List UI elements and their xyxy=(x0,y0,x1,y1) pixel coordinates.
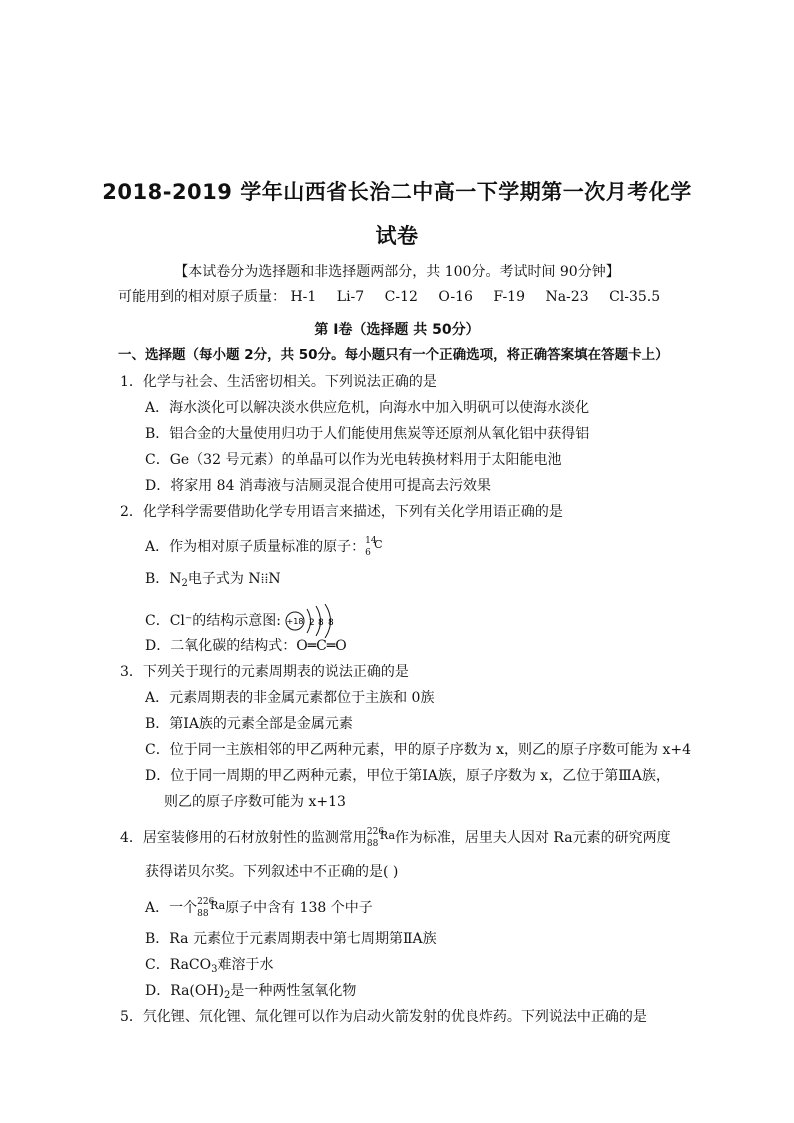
q1-option-c: C．Ge（32 号元素）的单晶可以作为光电转换材料用于太阳能电池 xyxy=(145,452,562,468)
q4-option-a-post: 原子中含有 138 个中子 xyxy=(225,900,373,916)
isotope-mass-number: 14 xyxy=(365,536,377,546)
q1-stem: 1．化学与社会、生活密切相关。下列说法正确的是 xyxy=(120,374,437,390)
q4-option-d xyxy=(145,981,356,1006)
isotope-element: Ra xyxy=(210,899,226,912)
chloride-ion-structure-diagram xyxy=(285,604,343,638)
q4-option-d-post: 是一种两性氢氧化物 xyxy=(230,983,357,999)
q2-stem: 2．化学科学需要借助化学专用语言来描述，下列有关化学用语正确的是 xyxy=(120,504,563,520)
mass-cl: Cl-35.5 xyxy=(609,289,661,305)
mass-h: H-1 xyxy=(290,289,317,305)
q4-option-a xyxy=(145,898,373,918)
q4-stem-pre: 4．居室装修用的石材放射性的监测常用 xyxy=(120,830,367,846)
atomic-masses-label: 可能用到的相对原子质量： xyxy=(118,289,286,305)
q4-option-c-post: 难溶于水 xyxy=(217,957,274,973)
mass-li: Li-7 xyxy=(336,289,365,305)
q2-option-a-text: A．作为相对原子质量标准的原子： xyxy=(145,539,366,555)
isotope-atomic-number: 88 xyxy=(197,909,209,919)
shell-3-count: 8 xyxy=(328,618,335,628)
q3-option-c: C．位于同一主族相邻的甲乙两种元素，甲的原子序数为 x，则乙的原子序数可能为 x+4 xyxy=(145,742,692,758)
mass-f: F-19 xyxy=(493,289,525,305)
exam-title-line2: 试卷 xyxy=(375,224,419,248)
q4-option-a-pre: A．一个 xyxy=(145,900,198,916)
isotope-mass-number: 226 xyxy=(197,897,215,907)
shell-1-count: 2 xyxy=(309,618,316,628)
q2-option-c-text: C．Cl⁻的结构示意图: xyxy=(145,613,282,629)
isotope-atomic-number: 88 xyxy=(366,839,379,849)
q1-option-d: D．将家用 84 消毒液与洁厕灵混合使用可提高去污效果 xyxy=(145,478,491,494)
q4-option-c xyxy=(145,955,274,980)
isotope-mass-number: 226 xyxy=(366,827,385,837)
q1-option-a: A．海水淡化可以解决淡水供应危机，向海水中加入明矾可以使海水淡化 xyxy=(145,400,590,416)
q2-option-c xyxy=(145,604,343,638)
q2-option-b-subscript: 2 xyxy=(181,578,188,589)
nucleus-charge: +18 xyxy=(287,617,304,626)
q4-option-b: B．Ra 元素位于元素周期表中第七周期第ⅡA族 xyxy=(145,931,437,947)
n2-electron-formula: N⁞⁞N xyxy=(248,571,281,587)
q2-option-b-prefix: B．N xyxy=(145,571,182,587)
exam-note: 【本试卷分为选择题和非选择题两部分，共 100分。考试时间 90分钟】 xyxy=(174,264,620,280)
q2-option-a xyxy=(145,537,387,557)
isotope-atomic-number: 6 xyxy=(365,548,371,558)
mass-na: Na-23 xyxy=(545,289,589,305)
q2-option-d: D．二氧化碳的结构式：O═C═O xyxy=(145,638,347,654)
isotope-element: C xyxy=(374,538,383,551)
volume-heading: 第 Ⅰ卷（选择题 共 50分） xyxy=(314,322,480,338)
mass-o: O-16 xyxy=(438,289,473,305)
q2-option-b-text: 电子式为 xyxy=(187,571,249,587)
q3-stem: 3．下列关于现行的元素周期表的说法正确的是 xyxy=(120,664,409,680)
carbon-isotope-symbol xyxy=(365,537,387,557)
q2-option-b xyxy=(145,569,281,594)
section-heading: 一、选择题（每小题 2分，共 50分。每小题只有一个正确选项，将正确答案填在答题卡上） xyxy=(118,347,669,363)
shell-2-count: 8 xyxy=(318,618,325,628)
q3-option-b: B．第ⅠA族的元素全部是金属元素 xyxy=(145,716,353,732)
q4-option-c-subscript: 3 xyxy=(211,964,218,975)
q3-option-d-line1: D．位于同一周期的甲乙两种元素，甲位于第ⅠA族，原子序数为 x，乙位于第ⅢA族， xyxy=(145,768,670,784)
q3-option-d-line2: 则乙的原子序数可能为 x+13 xyxy=(164,794,346,810)
q4-stem-line2: 获得诺贝尔奖。下列叙述中不正确的是( ) xyxy=(145,864,399,880)
q4-option-d-pre: D．Ra(OH) xyxy=(145,983,225,999)
q5-stem: 5．氕化锂、氘化锂、氚化锂可以作为启动火箭发射的优良炸药。下列说法中正确的是 xyxy=(120,1009,647,1025)
isotope-element: Ra xyxy=(379,829,395,842)
q4-option-c-pre: C．RaCO xyxy=(145,957,212,973)
q4-stem-post: 作为标准，居里夫人因对 Ra元素的研究两度 xyxy=(394,830,671,846)
q1-option-b: B．铝合金的大量使用归功于人们能使用焦炭等还原剂从氧化铝中获得铝 xyxy=(145,426,590,442)
radium-isotope-symbol-a xyxy=(197,898,225,918)
radium-isotope-symbol xyxy=(367,828,395,848)
q4-stem-line1 xyxy=(120,828,671,848)
q3-option-a: A．元素周期表的非金属元素都位于主族和 0族 xyxy=(145,690,435,706)
q4-option-d-subscript: 2 xyxy=(224,990,231,1001)
mass-c: C-12 xyxy=(384,289,418,305)
atomic-masses-line xyxy=(118,287,660,307)
exam-title-line1: 2018-2019 学年山西省长治二中高一下学期第一次月考化学 xyxy=(102,180,692,204)
